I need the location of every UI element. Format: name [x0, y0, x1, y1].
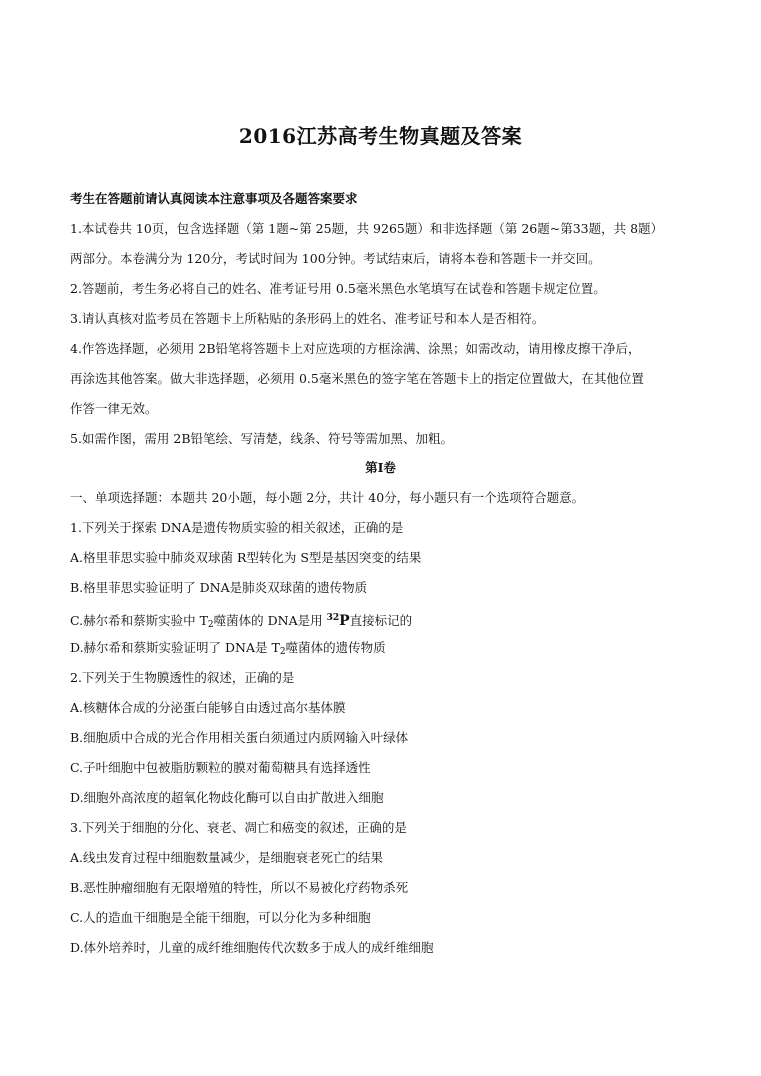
notice-line-1: 1.本试卷共 10页，包含选择题（第 1题~第 25题，共 9265题）和非选择题（第 26题~第33题，共 8题）: [70, 221, 664, 236]
t2-subscript: 2: [279, 647, 286, 657]
option-d-text-2: 噬菌体的遗传物质: [285, 640, 386, 655]
volume-heading: 第Ⅰ卷: [365, 460, 396, 475]
question-3-option-b: B.恶性肿瘤细胞有无限增殖的特性，所以不易被化疗药物杀死: [70, 880, 409, 895]
question-3-option-d: D.体外培养时，儿童的成纤维细胞传代次数多于成人的成纤维细胞: [70, 940, 434, 955]
option-c-text-3: 直接标记的: [349, 613, 413, 628]
isotope-symbol: P: [339, 613, 350, 629]
question-1-option-d: [70, 639, 700, 661]
notice-line-8: 5.如需作图，需用 2B铅笔绘、写清楚，线条、符号等需加黑、加粗。: [70, 431, 454, 446]
notice-heading: 考生在答题前请认真阅读本注意事项及各题答案要求: [70, 191, 358, 206]
isotope-mass-number: 32: [326, 613, 340, 623]
question-2-stem: 2.下列关于生物膜透性的叙述，正确的是: [70, 670, 295, 685]
question-1-stem: 1.下列关于探索 DNA是遗传物质实验的相关叙述，正确的是: [70, 520, 404, 535]
question-2-option-a: A.核糖体合成的分泌蛋白能够自由透过高尔基体膜: [70, 700, 346, 715]
option-c-text-2: 噬菌体的 DNA是用: [213, 613, 327, 628]
notice-line-2: 两部分。本卷满分为 120分，考试时间为 100分钟。考试结束后，请将本卷和答题卡一并交回。: [70, 251, 601, 266]
option-d-text-1: D.赫尔希和蔡斯实验证明了 DNA是 T: [70, 640, 280, 655]
question-3-option-c: C.人的造血干细胞是全能干细胞，可以分化为多种细胞: [70, 910, 371, 925]
section-heading: 一、单项选择题：本题共 20小题，每小题 2分，共计 40分，每小题只有一个选项符合题意。: [70, 490, 585, 505]
notice-line-3: 2.答题前，考生务必将自己的姓名、准考证号用 0.5毫米黑色水笔填写在试卷和答题卡规定位置。: [70, 281, 606, 296]
notice-line-6: 再涂选其他答案。做大非选择题，必须用 0.5毫米黑色的签字笔在答题卡上的指定位置做大，在其他位置: [70, 371, 644, 386]
notice-line-7: 作答一律无效。: [70, 401, 158, 416]
question-2-option-c: C.子叶细胞中包被脂肪颗粒的膜对葡萄糖具有选择透性: [70, 760, 371, 775]
question-3-stem: 3.下列关于细胞的分化、衰老、凋亡和癌变的叙述，正确的是: [70, 820, 407, 835]
question-2-option-b: B.细胞质中合成的光合作用相关蛋白须通过内质网输入叶绿体: [70, 730, 409, 745]
question-1-option-c: [70, 609, 700, 634]
document-title: 2016江苏高考生物真题及答案: [238, 124, 523, 148]
question-1-option-b: B.格里菲思实验证明了 DNA是肺炎双球菌的遗传物质: [70, 580, 368, 595]
notice-line-5: 4.作答选择题，必须用 2B铅笔将答题卡上对应选项的方框涂满、涂黑；如需改动，请用橡皮擦干净后，: [70, 341, 641, 356]
question-1-option-a: A.格里菲思实验中肺炎双球菌 R型转化为 S型是基因突变的结果: [70, 550, 422, 565]
question-3-option-a: A.线虫发育过程中细胞数量减少，是细胞衰老死亡的结果: [70, 850, 384, 865]
question-2-option-d: D.细胞外高浓度的超氧化物歧化酶可以自由扩散进入细胞: [70, 790, 384, 805]
isotope-32p: [327, 613, 350, 629]
notice-line-4: 3.请认真核对监考员在答题卡上所粘贴的条形码上的姓名、准考证号和本人是否相符。: [70, 311, 545, 326]
option-c-text-1: C.赫尔希和蔡斯实验中 T: [70, 613, 208, 628]
t2-subscript: 2: [207, 620, 214, 630]
